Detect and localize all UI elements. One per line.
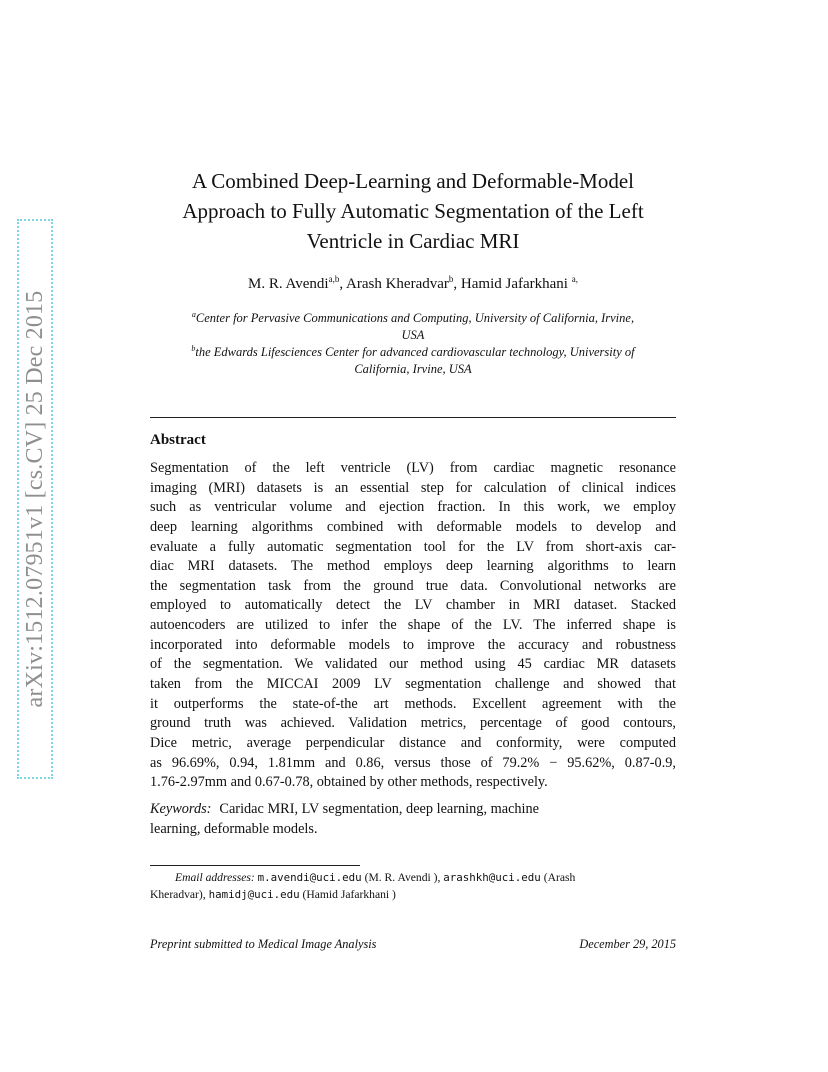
affiliation-text: the Edwards Lifesciences Center for advanced cardiovascular technology, University of [195,345,635,359]
abstract-line: employed to automatically detect the LV chamber in MRI dataset. Stacked [150,597,676,614]
abstract-heading: Abstract [150,432,206,448]
title-line: Ventricle in Cardiac MRI [306,229,520,253]
abstract-line: taken from the MICCAI 2009 LV segmentation challenge and showed that [150,676,676,693]
affiliation-a [150,306,676,344]
paper-title [150,166,676,256]
email-owner: Kheradvar), [150,888,206,901]
abstract-line: of the segmentation. We validated our method using 45 cardiac MR datasets [150,656,676,673]
preprint-note: Preprint submitted to Medical Image Analysis [150,937,377,951]
title-line: Approach to Fully Automatic Segmentation of the Left [182,199,644,223]
abstract-line: deep learning algorithms combined with deformable models to develop and [150,518,676,535]
email-owner: (Hamid Jafarkhani ) [302,888,396,901]
keywords-text: learning, deformable models. [150,820,318,837]
email-link[interactable]: hamidj@uci.edu [208,888,300,901]
abstract-line: incorporated into deformable models to improve the accuracy and robustness [150,636,676,653]
preprint-footer [150,937,676,952]
author-separator: , [453,276,461,292]
abstract-body [150,459,676,793]
abstract-line: imaging (MRI) datasets is an essential step for calculation of clinical indices [150,479,676,496]
abstract-line: autoencoders are utilized to infer the shape of the LV. The inferred shape is [150,617,676,634]
affiliation-mark: b [191,344,196,353]
abstract-line: the segmentation task from the ground true data. Convolutional networks are [150,577,676,594]
author-affil-mark: a,b [328,274,340,284]
author-affil-mark: b [448,274,454,284]
abstract-line: it outperforms the state-of-the art methods. Excellent agreement with the [150,695,676,712]
abstract-line: ground truth was achieved. Validation metrics, percentage of good contours, [150,715,676,732]
author-name: Hamid Jafarkhani [460,276,568,292]
abstract-line: Dice metric, average perpendicular distance and conformity, were computed [150,734,676,751]
email-owner: (Arash [543,871,576,884]
abstract-line: evaluate a fully automatic segmentation tool for the LV from short-axis car- [150,538,676,555]
header-rule [150,417,676,418]
affiliation-text: USA [401,328,425,342]
email-link[interactable]: m.avendi@uci.edu [257,871,362,884]
preprint-date: December 29, 2015 [579,937,676,951]
email-link[interactable]: arashkh@uci.edu [443,871,541,884]
author-name: M. R. Avendi [248,276,329,292]
author-list [150,274,676,293]
keywords-label: Keywords: [150,801,212,817]
footnote-label: Email addresses: [175,871,255,884]
affiliation-mark: a [191,310,196,319]
title-line: A Combined Deep-Learning and Deformable-Model [191,169,635,193]
abstract-line: Segmentation of the left ventricle (LV) from cardiac magnetic resonance [150,460,676,476]
affiliation-text: Center for Pervasive Communications and Computing, University of California, Irvine, [195,311,635,325]
affiliation-text: California, Irvine, USA [354,362,472,376]
email-owner: (M. R. Avendi ), [364,871,441,884]
keywords [150,800,676,839]
author-separator: , [339,276,347,292]
abstract-line: diac MRI datasets. The method employs deep learning algorithms to learn [150,558,676,575]
arxiv-stamp[interactable]: arXiv:1512.07951v1 [cs.CV] 25 Dec 2015 [17,219,53,779]
author-affil-mark: a, [571,274,578,284]
email-footnote [150,869,676,903]
affiliation-b [150,340,676,378]
abstract-line: 1.76-2.97mm and 0.67-0.78, obtained by other methods, respectively. [150,774,548,791]
footnote-rule [150,865,360,866]
keywords-text: Caridac MRI, LV segmentation, deep learning, machine [219,801,540,817]
abstract-line: such as ventricular volume and ejection fraction. In this work, we employ [150,499,676,516]
author-name: Arash Kheradvar [346,276,449,292]
abstract-line: as 96.69%, 0.94, 1.81mm and 0.86, versus those of 79.2% − 95.62%, 0.87-0.9, [150,754,676,771]
